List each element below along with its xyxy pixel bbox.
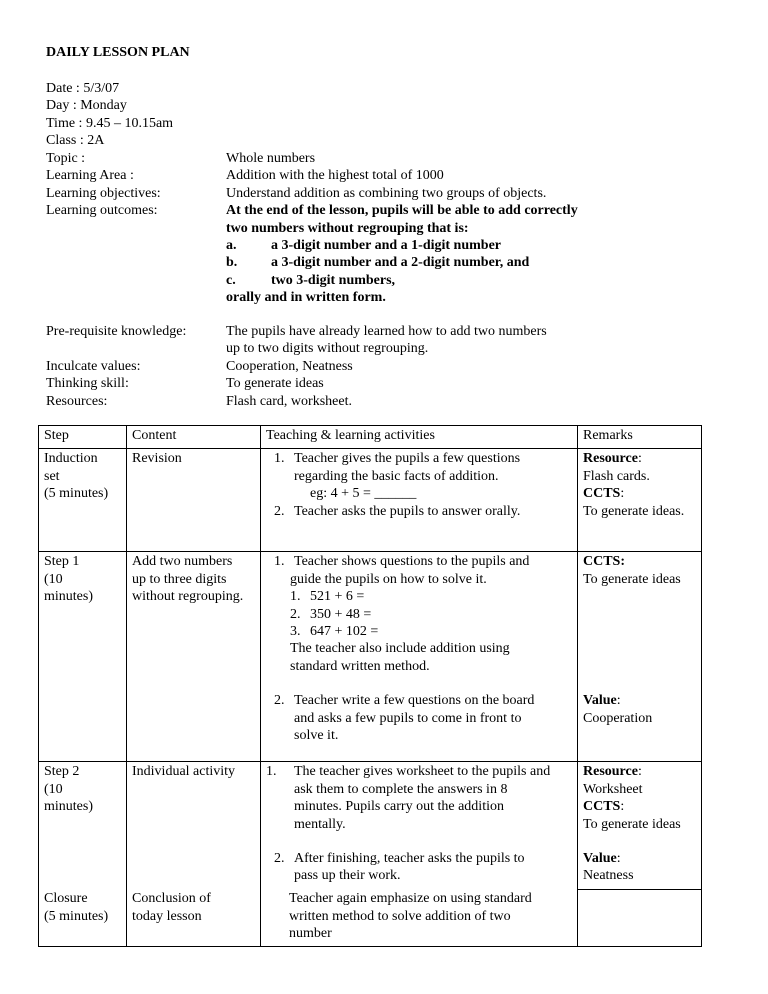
table-row [39, 889, 702, 947]
outcome-b [226, 254, 578, 271]
activity-text: and asks a few pupils to come in front to [294, 710, 522, 726]
ccts-label: CCTS [583, 799, 621, 815]
content-text: Conclusion of [132, 891, 211, 907]
outcomes-line-1: At the end of the lesson, pupils will be able to add correctly [226, 203, 578, 219]
item-number: 3. [290, 623, 301, 639]
outcome-c-text: two 3-digit numbers, [271, 272, 396, 288]
step-text: (5 minutes) [44, 486, 109, 502]
class-text: Class : 2A [46, 133, 105, 149]
resource-colon: : [637, 451, 642, 467]
prereq-line-2: up to two digits without regrouping. [226, 341, 429, 357]
resource-label: Resource [583, 451, 638, 467]
item-number: 2. [274, 850, 285, 866]
step-text: Induction [44, 451, 98, 467]
item-number: 2. [274, 693, 285, 709]
induction-step-cell [39, 449, 127, 552]
step-text: (10 [44, 571, 63, 587]
ccts-colon: : [620, 486, 625, 502]
resource-colon: : [637, 764, 642, 780]
outcomes-line-2: two numbers without regrouping that is: [226, 220, 469, 236]
activity-text: standard written method. [290, 658, 430, 674]
values-label: Inculcate values: [46, 358, 141, 374]
content-text: today lesson [132, 908, 202, 924]
header-content: Content [127, 426, 261, 449]
item-number: 1. [266, 764, 277, 780]
outcome-c-marker: c. [226, 272, 236, 288]
value-value: Cooperation [583, 710, 653, 726]
step-text: set [44, 468, 60, 484]
item-number: 1. [274, 451, 285, 467]
outcome-a-text: a 3-digit number and a 1-digit number [271, 237, 501, 253]
page-title: DAILY LESSON PLAN [46, 45, 190, 60]
activity-list [266, 450, 574, 520]
step-text: Closure [44, 891, 88, 907]
resources-value: Flash card, worksheet. [226, 393, 352, 409]
learning-area-label: Learning Area : [46, 168, 134, 184]
step1-remarks-cell [578, 552, 702, 762]
value-colon: : [616, 850, 621, 866]
activity-text: guide the pupils on how to solve it. [290, 571, 487, 587]
activity-text: minutes. Pupils carry out the addition [294, 799, 504, 815]
content-text: Add two numbers [132, 554, 233, 570]
learning-objectives-value: Understand addition as combining two groups of objects. [226, 185, 547, 201]
step-text: minutes) [44, 799, 93, 815]
closure-remarks-cell [578, 889, 702, 947]
activity-text: The teacher gives worksheet to the pupils and [294, 764, 551, 780]
prereq-values [226, 323, 547, 410]
item-number: 2. [290, 606, 301, 622]
activity-text: number [289, 926, 332, 942]
step2-step-cell [39, 762, 127, 889]
prereq-label: Pre-requisite knowledge: [46, 324, 187, 339]
thinking-skill-value: To generate ideas [226, 376, 324, 392]
header-info [46, 80, 173, 150]
outcome-b-marker: b. [226, 255, 238, 271]
list-item [266, 553, 574, 692]
list-item [266, 763, 574, 850]
step-text: Step 2 [44, 764, 80, 780]
example-text: eg: 4 + 5 = ______ [310, 486, 417, 502]
activity-text: solve it. [294, 727, 339, 743]
activity-text: Teacher asks the pupils to answer orally. [294, 503, 521, 519]
outcome-a [226, 237, 578, 254]
ccts-label: CCTS [583, 486, 621, 502]
resource-value: Worksheet [583, 781, 643, 797]
activity-text: regarding the basic facts of addition. [294, 468, 499, 484]
list-item [290, 623, 574, 640]
step2-activities-cell [261, 762, 578, 889]
closure-activities-cell [261, 889, 578, 947]
step-text: minutes) [44, 589, 93, 605]
list-item [266, 850, 574, 885]
detail-labels [46, 150, 161, 220]
content-text: up to three digits [132, 571, 227, 587]
value-colon: : [616, 693, 621, 709]
closure-content-cell [127, 889, 261, 947]
activity-text: ask them to complete the answers in 8 [294, 781, 508, 797]
activity-text: Teacher again emphasize on using standard [289, 891, 532, 907]
date-text: Date : 5/3/07 [46, 81, 120, 96]
time-text: Time : 9.45 – 10.15am [46, 115, 174, 131]
resource-label: Resource [583, 764, 638, 780]
question-text: 350 + 48 = [310, 606, 372, 622]
question-text: 521 + 6 = [310, 589, 365, 605]
resource-value: Flash cards. [583, 468, 650, 484]
activity-text: The teacher also include addition using [290, 641, 510, 657]
prereq-labels [46, 323, 186, 410]
value-value: Neatness [583, 868, 634, 884]
table-row [39, 762, 702, 889]
outcome-c [226, 272, 578, 289]
content-text: Individual activity [132, 764, 236, 780]
induction-content-cell [127, 449, 261, 552]
activity-text: Teacher gives the pupils a few questions [294, 451, 521, 467]
table-row [39, 552, 702, 762]
activity-text: pass up their work. [294, 868, 401, 884]
outcome-b-text: a 3-digit number and a 2-digit number, and [271, 255, 530, 271]
question-list [290, 588, 574, 640]
content-text: Revision [132, 451, 182, 467]
list-item [266, 692, 574, 744]
outcomes-last-line: orally and in written form. [226, 290, 386, 306]
step-text: (10 [44, 781, 63, 797]
topic-value: Whole numbers [226, 151, 316, 166]
table-row [39, 449, 702, 552]
header-step: Step [39, 426, 127, 449]
lesson-table [38, 425, 702, 947]
activity-text: Teacher shows questions to the pupils and [294, 554, 530, 570]
step2-content-cell [127, 762, 261, 889]
value-label: Value [583, 850, 617, 866]
learning-area-value: Addition with the highest total of 1000 [226, 168, 444, 184]
value-label: Value [583, 693, 617, 709]
values-value: Cooperation, Neatness [226, 358, 353, 374]
header-remarks: Remarks [578, 426, 702, 449]
ccts-colon: : [620, 799, 625, 815]
thinking-skill-label: Thinking skill: [46, 376, 129, 392]
item-number: 1. [274, 554, 285, 570]
list-item [266, 450, 574, 502]
content-text: without regrouping. [132, 589, 244, 605]
prereq-line-1: The pupils have already learned how to add two numbers [226, 324, 547, 339]
detail-values [226, 150, 578, 307]
activity-text: mentally. [294, 816, 346, 832]
activity-text: written method to solve addition of two [289, 908, 511, 924]
table-header-row [39, 426, 702, 449]
step-text: Step 1 [44, 554, 80, 570]
list-item [266, 503, 574, 520]
topic-label: Topic : [46, 151, 86, 166]
ccts-value: To generate ideas [583, 571, 681, 587]
step1-step-cell [39, 552, 127, 762]
list-item [290, 606, 574, 623]
induction-activities-cell [261, 449, 578, 552]
activity-text: After finishing, teacher asks the pupils to [294, 850, 525, 866]
step2-remarks-cell [578, 762, 702, 889]
ccts-value: To generate ideas. [583, 503, 685, 519]
ccts-value: To generate ideas [583, 816, 681, 832]
learning-outcomes-label: Learning outcomes: [46, 203, 158, 219]
item-number: 2. [274, 503, 285, 519]
list-item [290, 588, 574, 605]
learning-objectives-label: Learning objectives: [46, 185, 161, 201]
header-activities: Teaching & learning activities [261, 426, 578, 449]
resources-label: Resources: [46, 393, 108, 409]
step1-content-cell [127, 552, 261, 762]
ccts-label: CCTS: [583, 554, 626, 570]
activity-list [266, 553, 574, 744]
activity-text: Teacher write a few questions on the board [294, 693, 535, 709]
outcome-a-marker: a. [226, 237, 237, 253]
induction-remarks-cell [578, 449, 702, 552]
item-number: 1. [290, 589, 301, 605]
closure-step-cell [39, 889, 127, 947]
question-text: 647 + 102 = [310, 623, 379, 639]
day-text: Day : Monday [46, 98, 127, 114]
activity-list [266, 763, 574, 884]
step1-activities-cell [261, 552, 578, 762]
step-text: (5 minutes) [44, 908, 109, 924]
